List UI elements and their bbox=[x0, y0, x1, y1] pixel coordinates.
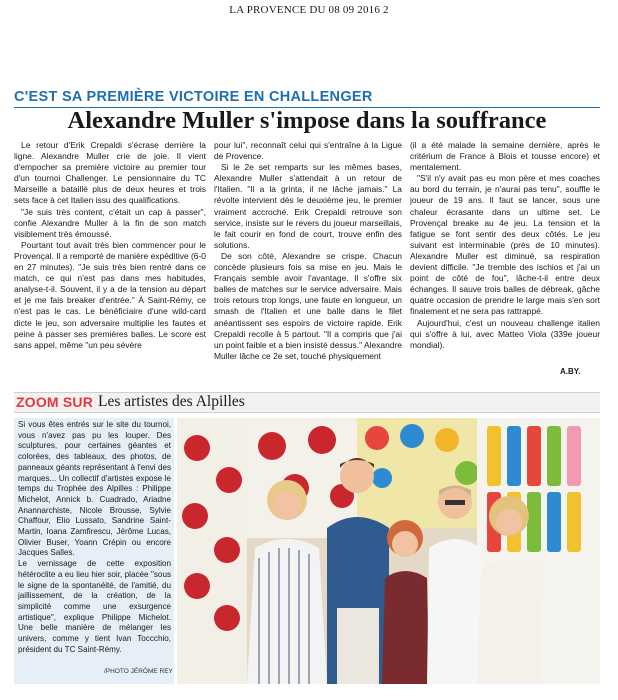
article-paragraph: pour lui", reconnaît celui qui s'entraîne à la Ligue de Provence. bbox=[214, 140, 402, 162]
zoom-text bbox=[18, 420, 171, 675]
zoom-title: Les artistes des Alpilles bbox=[98, 393, 245, 410]
zoom-paragraph: Le vernissage de cette exposition hétéroclite a eu lieu hier soir, placée "sous le signe de la spontanéité, de l'amitié, du jaillissement, de la création, de la simplicité comme une exsurgence artistique", explique Philippe Michelot. Une belle manière de mélanger les univers, comme y tient Ivan Toccchio, président du TC Saint-Rémy. bbox=[18, 559, 171, 654]
photo-credit: /PHOTO JÉRÔME REY bbox=[104, 668, 173, 675]
page-masthead: LA PROVENCE DU 08 09 2016 2 bbox=[229, 4, 389, 16]
zoom-label: ZOOM SUR bbox=[16, 394, 94, 410]
article-headline: Alexandre Muller s'impose dans la souffrance bbox=[67, 107, 547, 134]
article-column-2 bbox=[214, 140, 402, 370]
article-kicker: C'EST SA PREMIÈRE VICTOIRE EN CHALLENGER bbox=[14, 89, 600, 108]
article-paragraph: (il a été malade la semaine dernière, après le critérium de France à Blois et tousse encore) et mentalement. bbox=[410, 140, 600, 173]
article-paragraph: Pourtant tout avait très bien commencer pour le Provençal. Il a remporté de manière expéditive (6-0 en 27 minutes). "Je suis très bien rentré dans ce match, ce qui n'est pas dans mes habitudes, analyse-t-il. Souvent, il y a de la tension au départ et je me fais breaker d'entrée." À Saint-Rémy, ce n'est pas le cas. Le bénéficiaire d'une wild-card dicte le jeu, son adversaire multiplie les fautes et peine à passer ses premières balles. Le score est sans appel, même "un peu sévère bbox=[14, 239, 206, 350]
zoom-paragraph: Si vous êtes entrés sur le site du tournoi, vous n'avez pas pu les louper. Des sculptures, pour certaines géantes et colorées, des tableaux, des photos, de panneaux géants représentant à l'envi des marques... Un collectif d'artistes expose le temps du Trophée des Alpilles : Philippe Michelot, Annick b. Cuadrado, Ariadne Anannarchiste, Nicole Brousse, Sylvie Chaffour, Elio Lussato, Sandrine Saint-Martin, Ioana Zamfirescu, Jérôme Lucas, Olivier Buser, Yoann Crépin ou encore Jacques Salles. bbox=[18, 420, 171, 558]
group-photo-image bbox=[177, 418, 600, 684]
article-paragraph: "S'il n'y avait pas eu mon père et mes coaches au bord du terrain, je n'aurai pas tenu", souffle le joueur de 19 ans. Il faut se lancer, sous une chaleur écrasante dans un ultime set. Le Provençal breake au 4e jeu. La tension et la fatigue se font sentir des deux côtés. Le jeu suivant est interminable (près de 10 minutes). Alexandre Muller est diminué, sa respiration devient difficile. "Je tremble des ischios et j'ai un point de côté de fou", lâche-t-il entre deux échanges. Il sauve trois balles de débreak, gâche quatre occasion de prendre le large mais s'en sort finalement et ne sera pas rattrappé. bbox=[410, 173, 600, 317]
article-column-3 bbox=[410, 140, 600, 370]
article-paragraph: Si le 2e set remparts sur les mêmes bases, Alexandre Muller s'attendait à un retour de l'Italien. "Il a la grinta, il ne lâche jamais." La révolte intervient dès le deuxième jeu, le premier vraiment accroché. Erik Crepaldi retrouve son service, insiste sur le revers du joueur marseillais, le fait courir en fond de court, trouve enfin des solutions. bbox=[214, 162, 402, 250]
article-paragraph: "Je suis très content, c'était un cap à passer", confie Alexandre Muller à la fin de son match visiblement très émoussé. bbox=[14, 206, 206, 239]
article-paragraph: De son côté, Alexandre se crispe. Chacun concède plusieurs fois sa mise en jeu. Mais le Français semble avoir l'avantage. Il s'offre six balles de matches sur le service adversaire. Mais trois retours trop longs, une faute en longueur, un smash de l'Italien et une balle dans le filet anéantissent ses espoirs de victoire rapide. Erik Crepaldi recolle à 5 partout. "Il a compris que j'ai un point faible et a bien insisté dessus." Alexandre Muller lâche ce 2e set, touché physiquement bbox=[214, 250, 402, 361]
article-paragraph: Aujourd'hui, c'est un nouveau challenge italien qui s'offre à lui, avec Matteo Viola (339e joueur mondial). bbox=[410, 317, 600, 350]
article-byline: A.BY. bbox=[560, 367, 581, 376]
article-paragraph: Le retour d'Erik Crepaldi s'écrase derrière la ligne. Alexandre Muller crie de joie. Il vient d'empocher sa première victoire au premier tour d'un tournoi Challenger. Le pensionnaire du TC Marseille a bataillé plus de deux heures et trois sets face à cet Italien issu des qualifications. bbox=[14, 140, 206, 206]
group-photo bbox=[177, 418, 600, 684]
article-column-1 bbox=[14, 140, 206, 370]
